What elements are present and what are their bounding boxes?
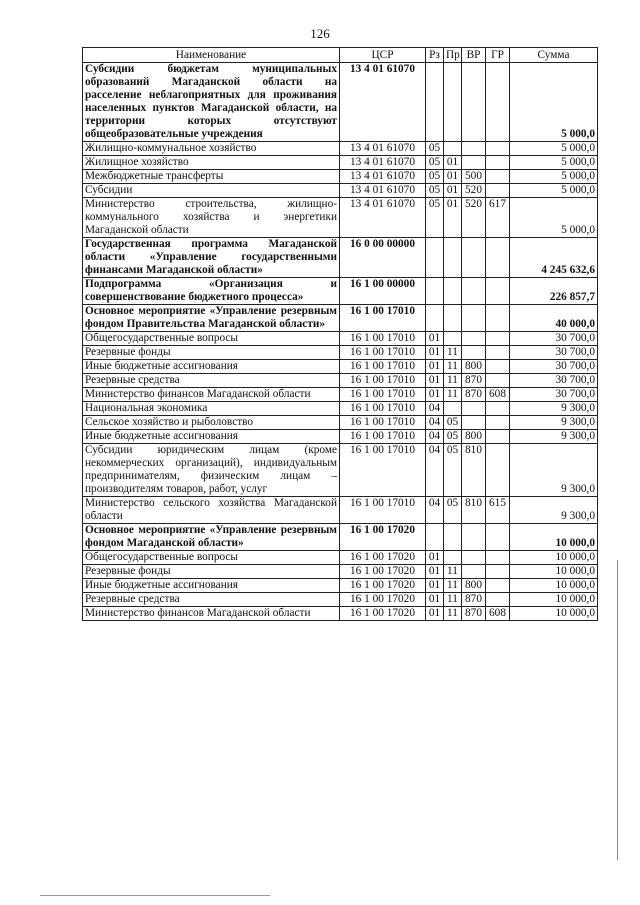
cell-sum: 10 000,0 (510, 551, 598, 565)
cell-vr (462, 238, 486, 278)
cell-vr (462, 305, 486, 332)
table-row (83, 374, 598, 388)
cell-gr (486, 579, 510, 593)
cell-sum: 10 000,0 (510, 579, 598, 593)
cell-rz: 04 (426, 430, 444, 444)
cell-csr: 16 1 00 17010 (340, 332, 426, 346)
cell-csr: 16 1 00 17010 (340, 346, 426, 360)
table-row (83, 444, 598, 497)
cell-name: Министерство сельского хозяйства Магаданской области (83, 497, 340, 524)
cell-name: Резервные фонды (83, 565, 340, 579)
cell-sum: 30 700,0 (510, 388, 598, 402)
cell-rz: 01 (426, 607, 444, 621)
table-row (83, 170, 598, 184)
table-row (83, 430, 598, 444)
cell-gr (486, 238, 510, 278)
table-row (83, 63, 598, 142)
table-row (83, 332, 598, 346)
cell-rz (426, 524, 444, 551)
cell-vr (462, 278, 486, 305)
cell-name: Основное мероприятие «Управление резервным фондом Магаданской области» (83, 524, 340, 551)
cell-pr: 05 (444, 497, 462, 524)
cell-name: Жилищно-коммунальное хозяйство (83, 142, 340, 156)
cell-sum: 9 300,0 (510, 497, 598, 524)
cell-sum: 10 000,0 (510, 565, 598, 579)
cell-vr: 870 (462, 593, 486, 607)
cell-vr: 810 (462, 497, 486, 524)
cell-sum: 4 245 632,6 (510, 238, 598, 278)
cell-csr: 16 1 00 17010 (340, 497, 426, 524)
table-row (83, 305, 598, 332)
cell-pr: 11 (444, 388, 462, 402)
cell-pr: 11 (444, 346, 462, 360)
cell-gr (486, 444, 510, 497)
cell-rz: 05 (426, 198, 444, 238)
cell-gr (486, 565, 510, 579)
table-row (83, 388, 598, 402)
cell-gr: 608 (486, 607, 510, 621)
cell-rz (426, 63, 444, 142)
header-csr: ЦСР (340, 48, 426, 63)
cell-rz: 05 (426, 142, 444, 156)
cell-vr (462, 332, 486, 346)
cell-vr: 500 (462, 170, 486, 184)
table-row (83, 402, 598, 416)
cell-csr: 16 1 00 17020 (340, 524, 426, 551)
cell-pr: 11 (444, 579, 462, 593)
cell-gr (486, 593, 510, 607)
table-row (83, 360, 598, 374)
cell-sum: 30 700,0 (510, 332, 598, 346)
cell-gr (486, 346, 510, 360)
cell-rz: 01 (426, 388, 444, 402)
table-row (83, 184, 598, 198)
cell-gr (486, 524, 510, 551)
cell-rz: 04 (426, 497, 444, 524)
cell-rz (426, 305, 444, 332)
cell-gr: 617 (486, 198, 510, 238)
cell-vr (462, 346, 486, 360)
cell-gr (486, 416, 510, 430)
table-row (83, 416, 598, 430)
cell-csr: 16 1 00 17020 (340, 579, 426, 593)
cell-name: Резервные фонды (83, 346, 340, 360)
cell-vr: 810 (462, 444, 486, 497)
cell-csr: 16 1 00 17010 (340, 374, 426, 388)
header-rz: Рз (426, 48, 444, 63)
cell-name: Общегосударственные вопросы (83, 551, 340, 565)
cell-rz: 01 (426, 374, 444, 388)
cell-csr: 16 1 00 17010 (340, 402, 426, 416)
header-pr: Пр (444, 48, 462, 63)
cell-name: Резервные средства (83, 593, 340, 607)
cell-sum: 9 300,0 (510, 416, 598, 430)
cell-name: Иные бюджетные ассигнования (83, 579, 340, 593)
cell-pr (444, 402, 462, 416)
budget-table (82, 47, 598, 621)
cell-vr: 520 (462, 184, 486, 198)
cell-vr (462, 156, 486, 170)
header-row (83, 48, 598, 63)
cell-sum: 30 700,0 (510, 374, 598, 388)
cell-vr: 870 (462, 607, 486, 621)
cell-csr: 16 0 00 00000 (340, 238, 426, 278)
page-number: 126 (310, 26, 330, 41)
cell-gr (486, 63, 510, 142)
cell-sum: 9 300,0 (510, 402, 598, 416)
cell-csr: 16 1 00 00000 (340, 278, 426, 305)
cell-vr: 870 (462, 388, 486, 402)
cell-gr: 608 (486, 388, 510, 402)
table-row (83, 524, 598, 551)
cell-gr (486, 142, 510, 156)
cell-csr: 16 1 00 17010 (340, 416, 426, 430)
table-row (83, 551, 598, 565)
cell-vr (462, 142, 486, 156)
cell-csr: 16 1 00 17020 (340, 565, 426, 579)
cell-csr: 13 4 01 61070 (340, 142, 426, 156)
table-row (83, 579, 598, 593)
cell-pr: 11 (444, 360, 462, 374)
cell-rz: 05 (426, 156, 444, 170)
cell-vr (462, 63, 486, 142)
cell-csr: 16 1 00 17010 (340, 430, 426, 444)
cell-rz: 01 (426, 360, 444, 374)
cell-rz (426, 278, 444, 305)
cell-pr: 05 (444, 416, 462, 430)
cell-vr: 800 (462, 430, 486, 444)
cell-sum: 10 000,0 (510, 593, 598, 607)
cell-csr: 16 1 00 17010 (340, 305, 426, 332)
cell-name: Министерство финансов Магаданской области (83, 607, 340, 621)
scan-margin-line (617, 560, 618, 860)
cell-pr (444, 305, 462, 332)
cell-pr (444, 332, 462, 346)
cell-name: Министерство строительства, жилищно-коммунального хозяйства и энергетики Магаданской области (83, 198, 340, 238)
cell-name: Общегосударственные вопросы (83, 332, 340, 346)
cell-sum: 9 300,0 (510, 444, 598, 497)
cell-gr (486, 402, 510, 416)
cell-csr: 16 1 00 17010 (340, 388, 426, 402)
cell-vr: 520 (462, 198, 486, 238)
cell-vr (462, 524, 486, 551)
header-name: Наименование (83, 48, 340, 63)
cell-name: Иные бюджетные ассигнования (83, 360, 340, 374)
cell-name: Субсидии бюджетам муниципальных образований Магаданской области на расселение неблагоприятных для проживания населенных пунктов Магаданской области, на территории которых отсутствуют общеобразовательные учреждения (83, 63, 340, 142)
cell-rz: 04 (426, 402, 444, 416)
cell-gr (486, 184, 510, 198)
cell-sum: 5 000,0 (510, 184, 598, 198)
cell-vr (462, 416, 486, 430)
cell-pr: 05 (444, 430, 462, 444)
cell-gr: 615 (486, 497, 510, 524)
cell-gr (486, 332, 510, 346)
cell-csr: 13 4 01 61070 (340, 198, 426, 238)
table-row (83, 497, 598, 524)
cell-sum: 5 000,0 (510, 170, 598, 184)
cell-rz: 05 (426, 170, 444, 184)
cell-pr (444, 551, 462, 565)
cell-pr: 01 (444, 184, 462, 198)
table-row (83, 142, 598, 156)
cell-name: Иные бюджетные ассигнования (83, 430, 340, 444)
cell-csr: 13 4 01 61070 (340, 184, 426, 198)
cell-pr: 11 (444, 593, 462, 607)
cell-pr (444, 524, 462, 551)
cell-csr: 13 4 01 61070 (340, 156, 426, 170)
cell-gr (486, 360, 510, 374)
cell-vr (462, 402, 486, 416)
cell-name: Межбюджетные трансферты (83, 170, 340, 184)
cell-csr: 16 1 00 17020 (340, 551, 426, 565)
cell-pr: 01 (444, 198, 462, 238)
cell-name: Субсидии юридическим лицам (кроме некоммерческих организаций), индивидуальным предпринимателям, физическим лицам – производителям товаров, работ, услуг (83, 444, 340, 497)
table-row (83, 593, 598, 607)
cell-pr: 11 (444, 565, 462, 579)
cell-pr: 05 (444, 444, 462, 497)
cell-name: Сельское хозяйство и рыболовство (83, 416, 340, 430)
table-row (83, 198, 598, 238)
cell-rz: 05 (426, 184, 444, 198)
cell-sum: 10 000,0 (510, 524, 598, 551)
cell-vr (462, 565, 486, 579)
cell-rz: 04 (426, 416, 444, 430)
header-sum: Сумма (510, 48, 598, 63)
cell-name: Основное мероприятие «Управление резервным фондом Правительства Магаданской области» (83, 305, 340, 332)
cell-rz: 01 (426, 551, 444, 565)
cell-pr (444, 63, 462, 142)
cell-name: Подпрограмма «Организация и совершенствование бюджетного процесса» (83, 278, 340, 305)
cell-rz: 01 (426, 593, 444, 607)
cell-pr: 01 (444, 156, 462, 170)
cell-gr (486, 551, 510, 565)
cell-pr (444, 278, 462, 305)
cell-sum: 5 000,0 (510, 198, 598, 238)
table-row (83, 278, 598, 305)
cell-sum: 40 000,0 (510, 305, 598, 332)
cell-sum: 5 000,0 (510, 142, 598, 156)
cell-gr (486, 374, 510, 388)
cell-csr: 16 1 00 17010 (340, 444, 426, 497)
cell-name: Национальная экономика (83, 402, 340, 416)
cell-gr (486, 170, 510, 184)
cell-vr: 870 (462, 374, 486, 388)
cell-rz: 04 (426, 444, 444, 497)
cell-pr: 11 (444, 607, 462, 621)
scan-bottom-line (40, 895, 270, 896)
cell-rz: 01 (426, 346, 444, 360)
cell-csr: 13 4 01 61070 (340, 170, 426, 184)
cell-name: Субсидии (83, 184, 340, 198)
cell-pr: 11 (444, 374, 462, 388)
cell-rz (426, 238, 444, 278)
header-gr: ГР (486, 48, 510, 63)
cell-vr: 800 (462, 360, 486, 374)
cell-vr: 800 (462, 579, 486, 593)
cell-rz: 01 (426, 565, 444, 579)
cell-name: Резервные средства (83, 374, 340, 388)
table-row (83, 565, 598, 579)
cell-name: Министерство финансов Магаданской области (83, 388, 340, 402)
cell-rz: 01 (426, 332, 444, 346)
table-row (83, 238, 598, 278)
cell-csr: 16 1 00 17020 (340, 593, 426, 607)
cell-pr (444, 142, 462, 156)
cell-sum: 30 700,0 (510, 346, 598, 360)
cell-gr (486, 430, 510, 444)
cell-gr (486, 278, 510, 305)
cell-sum: 226 857,7 (510, 278, 598, 305)
cell-sum: 5 000,0 (510, 156, 598, 170)
table-row (83, 156, 598, 170)
cell-csr: 16 1 00 17020 (340, 607, 426, 621)
cell-name: Государственная программа Магаданской области «Управление государственными финансами Магаданской области» (83, 238, 340, 278)
cell-name: Жилищное хозяйство (83, 156, 340, 170)
table-row (83, 607, 598, 621)
header-vr: ВР (462, 48, 486, 63)
cell-sum: 30 700,0 (510, 360, 598, 374)
table-row (83, 346, 598, 360)
cell-sum: 9 300,0 (510, 430, 598, 444)
cell-sum: 10 000,0 (510, 607, 598, 621)
cell-vr (462, 551, 486, 565)
table-body (83, 63, 598, 621)
cell-pr: 01 (444, 170, 462, 184)
cell-gr (486, 156, 510, 170)
cell-rz: 01 (426, 579, 444, 593)
cell-csr: 13 4 01 61070 (340, 63, 426, 142)
cell-sum: 5 000,0 (510, 63, 598, 142)
cell-csr: 16 1 00 17010 (340, 360, 426, 374)
cell-pr (444, 238, 462, 278)
cell-gr (486, 305, 510, 332)
